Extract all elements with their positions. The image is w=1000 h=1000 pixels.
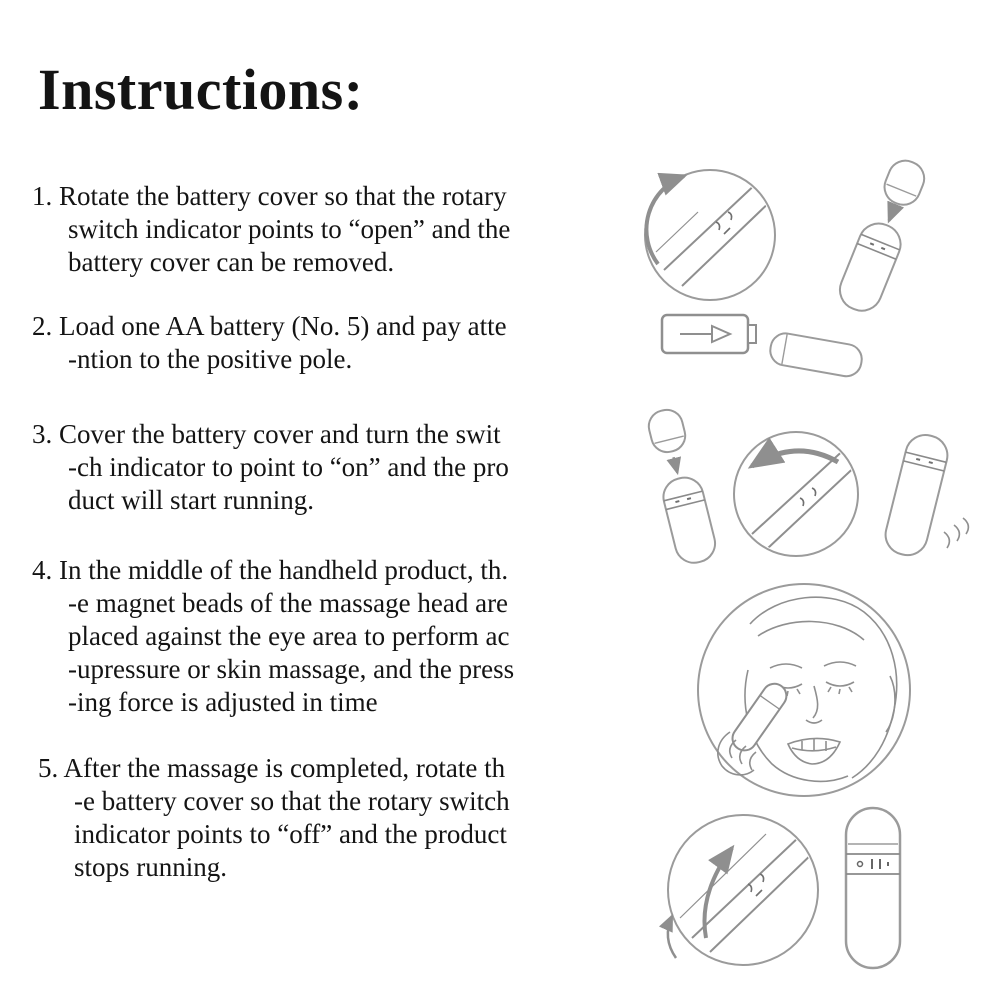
step-3-line-2: -ch indicator to point to “on” and the pro	[68, 452, 509, 482]
step-1	[32, 180, 688, 279]
rotate-cover-off-figure-svg	[648, 798, 923, 986]
battery-insertion-figure-svg	[652, 303, 882, 385]
vibrating-device	[881, 431, 951, 560]
step-4	[32, 554, 688, 719]
device-body	[834, 218, 907, 316]
insert-arrow-icon	[674, 457, 678, 473]
step-3	[32, 418, 688, 517]
device-standing	[846, 808, 900, 968]
device-cap	[645, 406, 688, 455]
battery-terminal	[748, 325, 756, 343]
rotate-cover-open-figure	[628, 158, 963, 316]
step-5-line-3: indicator points to “off” and the product	[74, 819, 507, 849]
rotate-cover-off-figure	[648, 798, 923, 986]
face-massage-demo-figure	[672, 572, 957, 812]
device-body	[846, 808, 900, 968]
step-3-line-3: duct will start running.	[68, 485, 314, 515]
step-4-line-2: -e magnet beads of the massage head are	[68, 588, 509, 618]
rotate-cover-on-figure-svg	[624, 402, 974, 574]
step-5-line-4: stops running.	[74, 852, 228, 882]
step-4-line-1: 4. In the middle of the handheld product, th.	[32, 555, 509, 585]
step-2-line-1: 2. Load one AA battery (No. 5) and pay atte	[32, 311, 507, 341]
device-cap-reattach	[643, 406, 720, 567]
rotate-cover-on-figure	[624, 402, 974, 574]
step-1-line-1: 1. Rotate the battery cover so that the rotary	[32, 181, 507, 211]
step-3-line-1: 3. Cover the battery cover and turn the swit	[32, 419, 501, 449]
step-5-line-2: -e battery cover so that the rotary switch	[74, 786, 510, 816]
device-body	[881, 431, 951, 560]
page-title: Instructions:	[38, 57, 364, 122]
step-1-line-2: switch indicator points to “open” and the	[68, 214, 511, 244]
step-4-line-4: -upressure or skin massage, and the press	[68, 654, 515, 684]
vibration-lines-icon	[944, 518, 968, 548]
device-with-cap-removed	[834, 158, 932, 316]
step-2-line-2: -ntion to the positive pole.	[68, 344, 353, 374]
device-body	[659, 474, 719, 567]
step-5-line-1: 5. After the massage is completed, rotate th	[38, 753, 506, 783]
step-1-line-3: battery cover can be removed.	[68, 247, 395, 277]
device-tube	[768, 331, 864, 378]
insert-arrow-icon	[889, 209, 894, 221]
battery-insertion-figure	[652, 303, 882, 385]
closeup-circle	[698, 584, 910, 796]
step-2	[32, 310, 688, 376]
step-4-line-5: -ing force is adjusted in time	[68, 687, 378, 717]
rotate-cover-open-figure-svg	[628, 158, 963, 316]
step-5	[38, 752, 694, 884]
step-4-line-3: placed against the eye area to perform ac	[68, 621, 510, 651]
face-massage-demo-figure-svg	[672, 572, 957, 812]
